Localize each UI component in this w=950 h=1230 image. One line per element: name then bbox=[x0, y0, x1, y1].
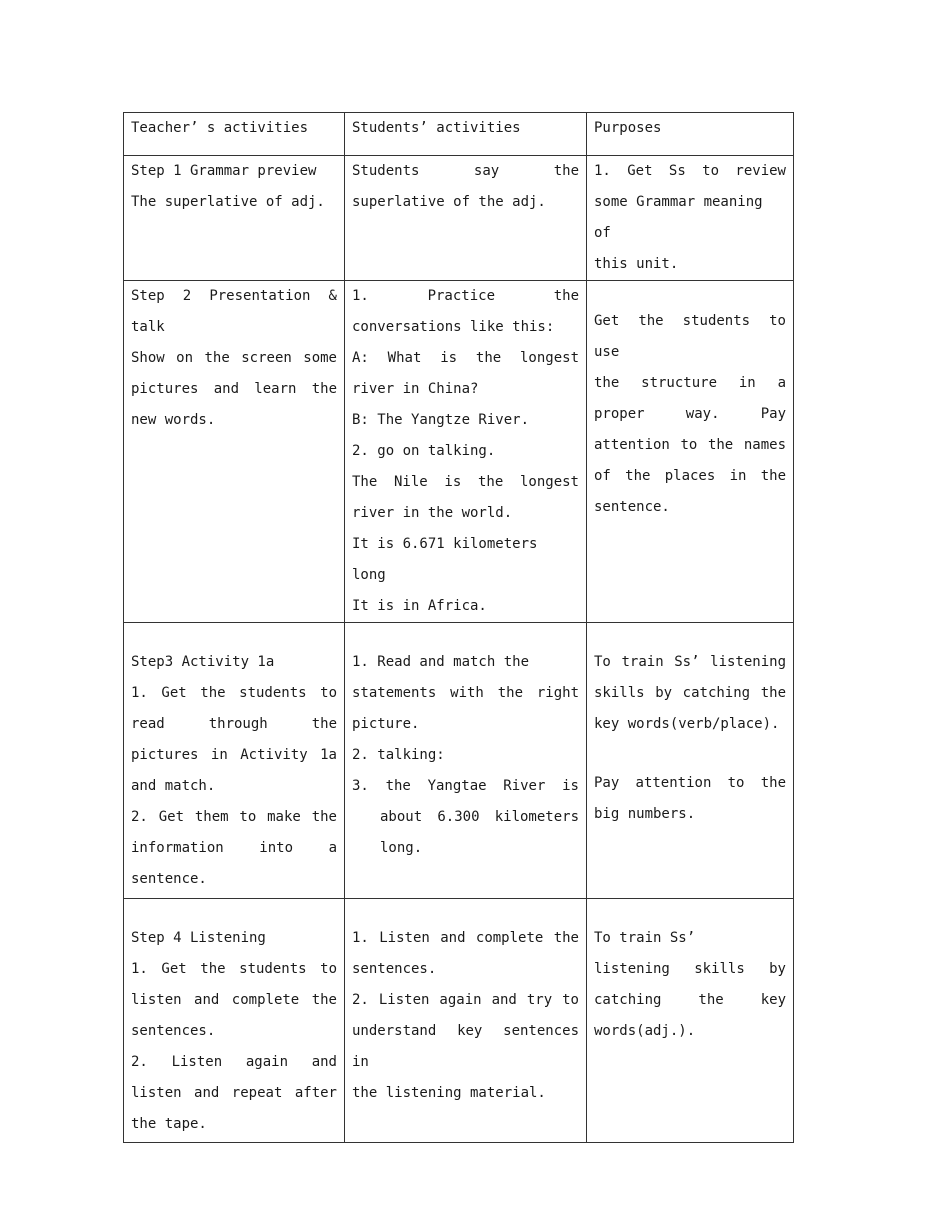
purposes-cell: Get the students to use the structure in a proper way. Pay attention to the names of the places in the sentence. bbox=[587, 281, 794, 623]
teacher-cell: Step 1 Grammar preview The superlative of adj. bbox=[124, 156, 345, 281]
teacher-cell: Step 2 Presentation & talk Show on the screen some pictures and learn the new words. bbox=[124, 281, 345, 623]
table-row bbox=[124, 281, 794, 623]
table-row bbox=[124, 156, 794, 281]
purposes-cell: To train Ss’ listening skills by catching the key words(verb/place). Pay attention to the big numbers. bbox=[587, 623, 794, 899]
students-cell: 1. Read and match the statements with the right picture. 2. talking: 3. the Yangtae River is about 6.300 kilometers long. bbox=[345, 623, 587, 899]
header-purposes: Purposes bbox=[587, 113, 794, 156]
header-students: Students’ activities bbox=[345, 113, 587, 156]
students-cell: Students say the superlative of the adj. bbox=[345, 156, 587, 281]
students-cell: 1. Practice the conversations like this: A: What is the longest river in China? B: The Yangtze River. 2. go on talking. The Nile is the longest river in the world. It is 6.671 kilometers long It is in Africa. bbox=[345, 281, 587, 623]
header-row bbox=[124, 113, 794, 156]
header-teacher: Teacher’ s activities bbox=[124, 113, 345, 156]
purposes-cell: To train Ss’ listening skills by catching the key words(adj.). bbox=[587, 899, 794, 1143]
students-cell: 1. Listen and complete the sentences. 2. Listen again and try to understand key sentences in the listening material. bbox=[345, 899, 587, 1143]
lesson-plan-table bbox=[123, 112, 794, 1143]
purposes-cell: 1. Get Ss to review some Grammar meaning of this unit. bbox=[587, 156, 794, 281]
teacher-cell: Step3 Activity 1a 1. Get the students to read through the pictures in Activity 1a and match. 2. Get them to make the information into a sentence. bbox=[124, 623, 345, 899]
table-row bbox=[124, 899, 794, 1143]
teacher-cell: Step 4 Listening 1. Get the students to listen and complete the sentences. 2. Listen again and listen and repeat after the tape. bbox=[124, 899, 345, 1143]
table-row bbox=[124, 623, 794, 899]
